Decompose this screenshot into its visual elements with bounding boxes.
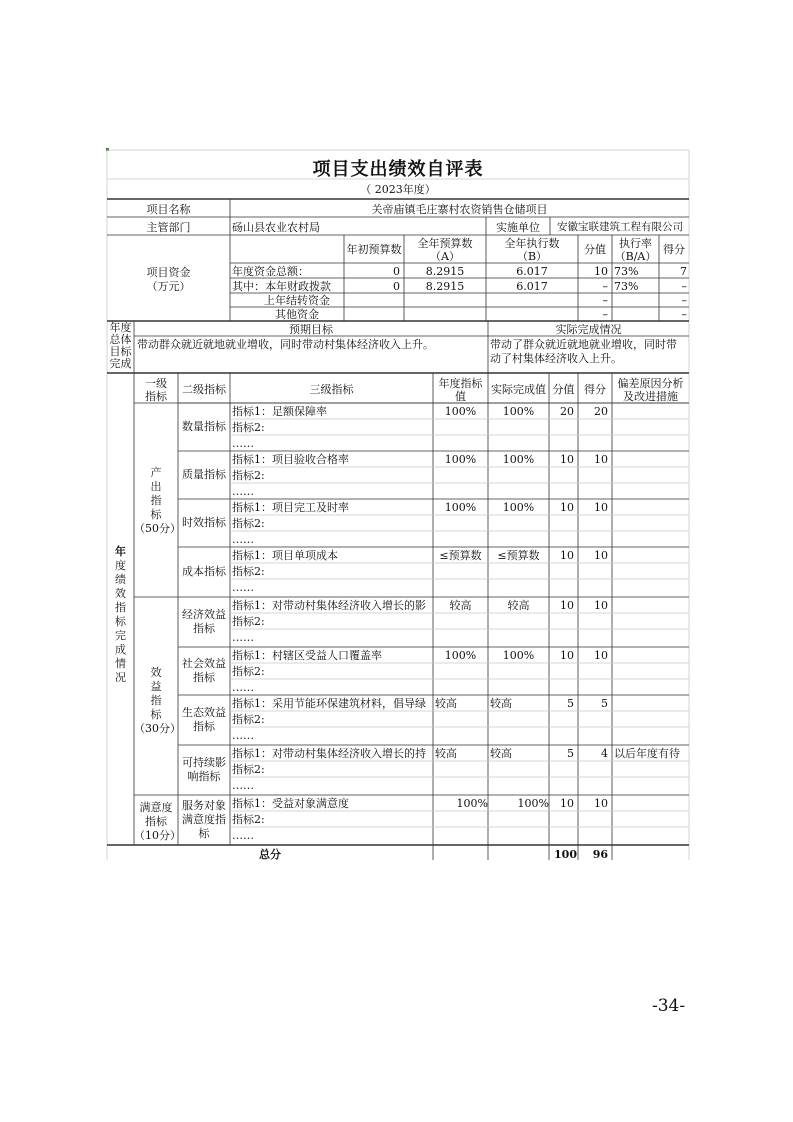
header-target-sub: 值 <box>455 390 466 403</box>
indicator-ellipsis: …… <box>232 631 254 644</box>
score-value: 10 <box>560 549 574 562</box>
expected-header: 预期目标 <box>289 323 333 336</box>
indicator-1: 指标1：项目完工及时率 <box>232 501 349 514</box>
indicator-2: 指标2: <box>232 713 265 726</box>
output-label: （50分） <box>134 522 181 535</box>
header-level1: 一级 <box>145 377 167 390</box>
perf-side-label: 指 <box>115 601 126 614</box>
level2-name: 标 <box>198 827 210 840</box>
header-annual: 全年预算数 <box>417 237 473 250</box>
target-value: 较高 <box>435 747 457 760</box>
project-name-label: 项目名称 <box>146 203 191 216</box>
level2-name: 数量指标 <box>182 420 226 433</box>
header-reason-sub: 及改进措施 <box>623 390 678 403</box>
total-value: 100 <box>554 848 577 861</box>
actual-header: 实际完成情况 <box>555 323 622 336</box>
fund-rate: 73% <box>614 280 639 293</box>
output-label: 指 <box>150 494 162 507</box>
output-label: 出 <box>150 480 162 493</box>
actual-value: 较高 <box>490 697 512 710</box>
score: 10 <box>594 549 608 562</box>
goal-side-label: 年度 <box>109 321 132 334</box>
indicator-1: 指标1：村辖区受益人口覆盖率 <box>232 649 382 662</box>
target-value: 较高 <box>435 697 457 710</box>
indicator-1: 指标1：对带动村集体经济收入增长的持 <box>232 747 426 760</box>
perf-side-label: 完 <box>115 629 126 642</box>
year-label: （ 2023年度） <box>360 183 436 196</box>
indicator-ellipsis: …… <box>232 533 254 546</box>
benefit-label: （30分） <box>134 722 181 735</box>
indicator-2: 指标2: <box>232 565 265 578</box>
benefit-label: 指 <box>150 694 162 707</box>
benefit-label: 效 <box>150 666 162 679</box>
fund-value: – <box>602 280 608 293</box>
perf-side-label: 情 <box>115 657 126 670</box>
header-score-value: 分值 <box>584 243 606 256</box>
level2-name: 满意度指 <box>182 813 226 826</box>
indicator-2: 指标2: <box>232 763 265 776</box>
fund-exec: 6.017 <box>516 280 548 293</box>
header-value: 分值 <box>552 383 575 396</box>
satisfaction-label: 指标 <box>145 815 167 828</box>
indicator-2: 指标2: <box>232 517 265 530</box>
actual-value: 较高 <box>490 747 512 760</box>
header-score: 得分 <box>663 243 685 256</box>
actual-text-1: 带动了群众就近就地就业增收，同时带 <box>490 338 677 351</box>
funds-unit: （万元） <box>146 280 191 293</box>
fund-score: – <box>681 280 687 293</box>
fund-exec: 6.017 <box>516 265 548 278</box>
actual-value: 较高 <box>507 599 530 612</box>
score: 10 <box>594 797 608 810</box>
fund-value: – <box>602 308 608 321</box>
level2-name: 经济效益 <box>182 608 226 621</box>
actual-value: 100% <box>502 501 535 514</box>
impl-label: 实施单位 <box>496 221 540 234</box>
level2-name: 响指标 <box>187 770 221 783</box>
actual-value: 100% <box>502 649 535 662</box>
level2-name: 可持续影 <box>182 756 226 769</box>
satisfaction-label: （10分） <box>134 829 181 842</box>
output-label: 产 <box>150 466 162 479</box>
perf-side-label: 年 <box>115 545 126 558</box>
score-value: 20 <box>560 405 574 418</box>
level2-name: 成本指标 <box>182 565 226 578</box>
score-value: 5 <box>567 747 574 760</box>
target-value: ≤预算数 <box>439 549 482 562</box>
benefit-label: 标 <box>150 708 162 721</box>
actual-value: 100% <box>517 797 549 810</box>
indicator-1: 指标1：受益对象满意度 <box>232 797 349 810</box>
header-level2: 二级指标 <box>182 383 226 396</box>
perf-side-label: 成 <box>115 643 126 656</box>
fund-score: – <box>681 294 687 307</box>
dept-label: 主管部门 <box>146 221 191 234</box>
indicator-1: 指标1：项目单项成本 <box>232 549 338 562</box>
goal-side-label: 完成 <box>109 357 132 370</box>
level2-name: 时效指标 <box>182 516 226 529</box>
project-name-value: 关帝庙镇毛庄寨村农资销售仓储项目 <box>371 203 548 216</box>
target-value: 100% <box>444 453 477 466</box>
level2-name: 指标 <box>193 622 215 635</box>
page-title: 项目支出绩效自评表 <box>312 159 484 180</box>
score: 4 <box>601 747 608 760</box>
header-exec: 全年执行数 <box>504 237 560 250</box>
perf-side-label: 况 <box>115 671 126 684</box>
score: 10 <box>594 649 608 662</box>
level2-name: 服务对象 <box>182 799 226 812</box>
score: 5 <box>601 697 608 710</box>
fund-item-name: 其中：本年财政拨款 <box>232 280 331 293</box>
header-initial: 年初预算数 <box>346 243 402 256</box>
fund-annual: 8.2915 <box>425 280 465 293</box>
dept-value: 砀山县农业农村局 <box>232 221 320 234</box>
indicator-ellipsis: …… <box>232 437 254 450</box>
score: 20 <box>594 405 608 418</box>
header-target: 年度指标 <box>438 377 483 390</box>
level2-name: 生态效益 <box>182 706 226 719</box>
indicator-2: 指标2: <box>232 615 265 628</box>
score-value: 5 <box>567 697 574 710</box>
fund-score: – <box>681 308 687 321</box>
header-exec-sub: （B） <box>516 250 548 263</box>
fund-initial: 0 <box>393 280 400 293</box>
perf-side-label: 绩 <box>115 573 126 586</box>
indicator-ellipsis: …… <box>232 581 254 594</box>
expected-text: 带动群众就近就地就业增收，同时带动村集体经济收入上升。 <box>137 338 434 351</box>
page-number: -34- <box>652 996 686 1016</box>
perf-side-label: 标 <box>115 615 126 628</box>
target-value: 较高 <box>449 599 472 612</box>
perf-side-label: 效 <box>115 587 126 600</box>
target-value: 100% <box>444 649 477 662</box>
indicator-2: 指标2: <box>232 665 265 678</box>
score: 10 <box>594 453 608 466</box>
header-annual-sub: （A） <box>430 250 460 263</box>
indicator-ellipsis: …… <box>232 485 254 498</box>
total-score: 96 <box>592 848 608 861</box>
target-value: 100% <box>444 405 477 418</box>
output-label: 标 <box>150 508 162 521</box>
fund-annual: 8.2915 <box>425 265 465 278</box>
fund-item-name: 年度资金总额： <box>232 265 309 278</box>
level2-name: 指标 <box>193 671 215 684</box>
fund-score: 7 <box>680 265 687 278</box>
fund-initial: 0 <box>393 265 400 278</box>
indicator-1: 指标1：足额保障率 <box>232 405 327 418</box>
level2-name: 社会效益 <box>182 657 226 670</box>
reason: 以后年度有待 <box>614 747 680 760</box>
score-value: 10 <box>560 501 574 514</box>
score: 10 <box>594 501 608 514</box>
indicator-2: 指标2: <box>232 421 265 434</box>
score-value: 10 <box>560 649 574 662</box>
indicator-1: 指标1：项目验收合格率 <box>232 453 349 466</box>
fund-item-name: 上年结转资金 <box>264 294 330 307</box>
impl-value: 安徽宝联建筑工程有限公司 <box>557 221 683 233</box>
benefit-label: 益 <box>150 680 162 693</box>
level2-name: 质量指标 <box>182 468 226 481</box>
actual-text-2: 动了村集体经济收入上升。 <box>490 352 622 365</box>
fund-value: – <box>602 294 608 307</box>
score-value: 10 <box>560 453 574 466</box>
funds-label: 项目资金 <box>146 266 191 279</box>
score-value: 10 <box>560 599 574 612</box>
fund-value: 10 <box>594 265 608 278</box>
indicator-ellipsis: …… <box>232 681 254 694</box>
indicator-ellipsis: …… <box>232 829 254 842</box>
indicator-1: 指标1：采用节能环保建筑材料，倡导绿 <box>232 697 426 710</box>
header-actual: 实际完成值 <box>491 383 546 396</box>
score: 10 <box>594 599 608 612</box>
header-score2: 得分 <box>584 383 606 396</box>
header-level3: 三级指标 <box>309 383 354 396</box>
indicator-2: 指标2: <box>232 469 265 482</box>
perf-side-label: 度 <box>115 559 126 572</box>
actual-value: 100% <box>502 405 535 418</box>
indicator-ellipsis: …… <box>232 729 254 742</box>
header-rate: 执行率 <box>619 237 652 250</box>
score-value: 10 <box>560 797 574 810</box>
header-reason: 偏差原因分析 <box>617 377 684 390</box>
header-level1-sub: 指标 <box>145 390 167 403</box>
indicator-ellipsis: …… <box>232 779 254 792</box>
total-label: 总分 <box>259 848 281 861</box>
goal-side-label: 目标 <box>109 345 132 358</box>
header-rate-sub: （B/A） <box>614 250 657 263</box>
indicator-1: 指标1：对带动村集体经济收入增长的影 <box>232 599 426 612</box>
target-value: 100% <box>444 501 477 514</box>
level2-name: 指标 <box>193 720 215 733</box>
fund-rate: 73% <box>614 265 639 278</box>
target-value: 100% <box>456 797 488 810</box>
indicator-2: 指标2: <box>232 813 265 826</box>
actual-value: ≤预算数 <box>497 549 540 562</box>
actual-value: 100% <box>502 453 535 466</box>
satisfaction-label: 满意度 <box>139 801 173 814</box>
goal-side-label: 总体 <box>109 333 132 346</box>
fund-item-name: 其他资金 <box>275 308 319 321</box>
